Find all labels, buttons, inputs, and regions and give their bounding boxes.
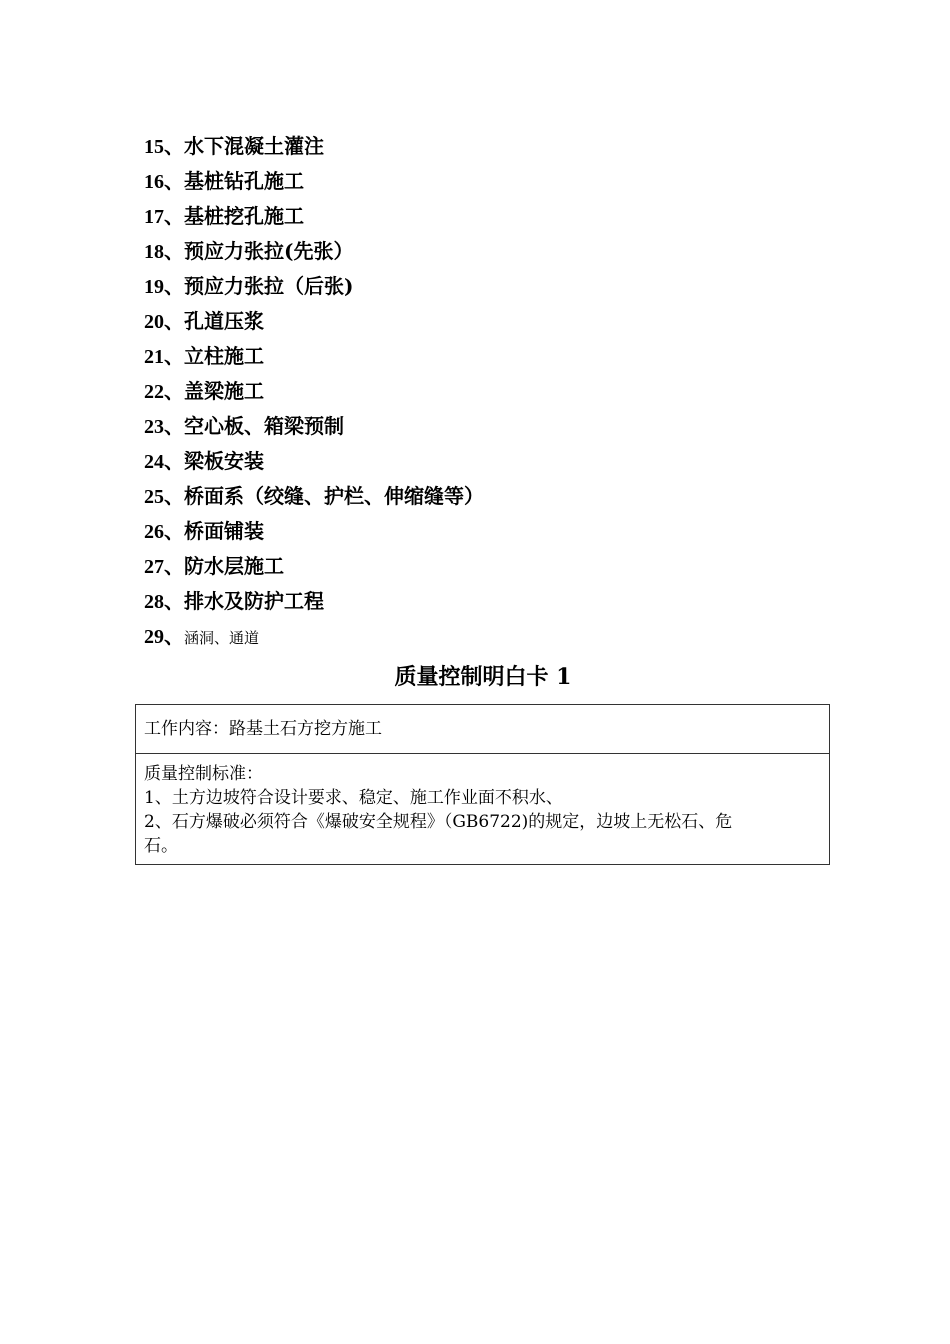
item-number: 19 bbox=[144, 276, 164, 298]
item-separator: 、 bbox=[164, 449, 184, 473]
item-text: 盖梁施工 bbox=[184, 379, 264, 403]
item-separator: 、 bbox=[164, 169, 184, 193]
item-text: 排水及防护工程 bbox=[184, 589, 324, 613]
item-number: 16 bbox=[144, 171, 164, 193]
item-number: 17 bbox=[144, 206, 164, 228]
item-text: 防水层施工 bbox=[184, 554, 284, 578]
list-item bbox=[144, 164, 484, 199]
item-text: 预应力张拉(先张） bbox=[184, 239, 354, 263]
item-number: 24 bbox=[144, 451, 164, 473]
item-text: 桥面系（绞缝、护栏、伸缩缝等） bbox=[184, 484, 484, 508]
item-number: 29 bbox=[144, 626, 164, 648]
item-separator: 、 bbox=[164, 519, 184, 543]
item-separator: 、 bbox=[164, 134, 184, 158]
work-content-row bbox=[136, 705, 829, 754]
item-number: 20 bbox=[144, 311, 164, 333]
item-number: 28 bbox=[144, 591, 164, 613]
list-item bbox=[144, 374, 484, 409]
item-text: 基桩挖孔施工 bbox=[184, 204, 304, 228]
item-number: 15 bbox=[144, 136, 164, 158]
standard-line: 1、土方边坡符合设计要求、稳定、施工作业面不积水、 bbox=[144, 788, 563, 808]
quality-standard-row bbox=[136, 754, 829, 864]
standard-line: 2、石方爆破必须符合《爆破安全规程》（GB6722)的规定，边坡上无松石、危 bbox=[144, 812, 733, 832]
item-separator: 、 bbox=[164, 484, 184, 508]
item-separator: 、 bbox=[164, 344, 184, 368]
list-item bbox=[144, 304, 484, 339]
standard-line: 石。 bbox=[144, 836, 178, 856]
item-number: 27 bbox=[144, 556, 164, 578]
list-item bbox=[144, 269, 484, 304]
item-separator: 、 bbox=[164, 414, 184, 438]
item-separator: 、 bbox=[164, 589, 184, 613]
item-text: 基桩钻孔施工 bbox=[184, 169, 304, 193]
item-text: 水下混凝土灌注 bbox=[184, 134, 324, 158]
quality-control-card bbox=[135, 704, 830, 865]
item-text: 孔道压浆 bbox=[184, 309, 264, 333]
list-item bbox=[144, 584, 484, 619]
item-text: 空心板、箱梁预制 bbox=[184, 414, 344, 438]
item-text: 桥面铺装 bbox=[184, 519, 264, 543]
item-separator: 、 bbox=[164, 379, 184, 403]
list-item bbox=[144, 234, 484, 269]
work-content-text: 工作内容：路基土石方挖方施工 bbox=[144, 719, 382, 739]
list-item bbox=[144, 409, 484, 444]
item-separator: 、 bbox=[164, 274, 184, 298]
item-separator: 、 bbox=[164, 624, 184, 648]
list-item bbox=[144, 129, 484, 164]
item-text: 涵洞、通道 bbox=[184, 629, 260, 647]
card-title: 质量控制明白卡 1 bbox=[394, 664, 572, 690]
item-number: 18 bbox=[144, 241, 164, 263]
item-number: 21 bbox=[144, 346, 164, 368]
list-item bbox=[144, 339, 484, 374]
list-item bbox=[144, 199, 484, 234]
list-item bbox=[144, 514, 484, 549]
list-item bbox=[144, 444, 484, 479]
standard-heading: 质量控制标准： bbox=[144, 764, 263, 784]
item-number: 23 bbox=[144, 416, 164, 438]
item-separator: 、 bbox=[164, 239, 184, 263]
item-list bbox=[144, 129, 484, 654]
item-number: 25 bbox=[144, 486, 164, 508]
item-text: 预应力张拉（后张) bbox=[184, 274, 354, 298]
item-separator: 、 bbox=[164, 204, 184, 228]
list-item bbox=[144, 549, 484, 584]
item-text: 梁板安装 bbox=[184, 449, 264, 473]
item-text: 立柱施工 bbox=[184, 344, 264, 368]
item-separator: 、 bbox=[164, 554, 184, 578]
list-item bbox=[144, 479, 484, 514]
item-separator: 、 bbox=[164, 309, 184, 333]
item-number: 22 bbox=[144, 381, 164, 403]
item-number: 26 bbox=[144, 521, 164, 543]
list-item bbox=[144, 619, 484, 654]
